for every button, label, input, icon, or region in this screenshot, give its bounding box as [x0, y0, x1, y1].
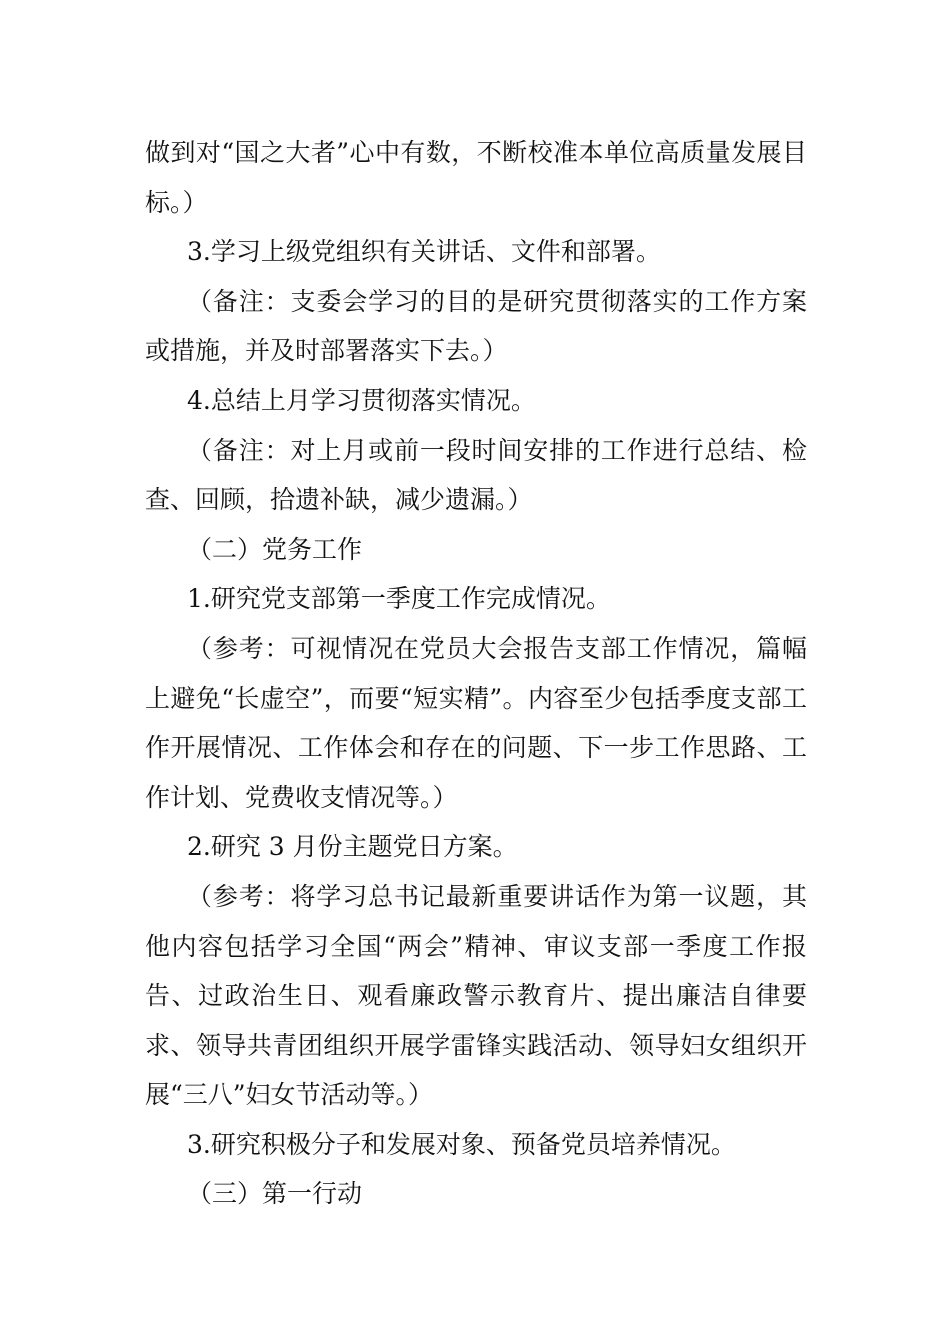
item-3-activists-cultivation: 3.研究积极分子和发展对象、预备党员培养情况。: [187, 1129, 736, 1159]
item-3-study-higher-party-org: 3.学习上级党组织有关讲话、文件和部署。: [187, 237, 661, 267]
reference-quarter-report: （参考：可视情况在党员大会报告支部工作情况，篇幅上避免“长虚空”，而要“短实精”。内容至少包括季度支部工作开展情况、工作体会和存在的问题、下一步工作思路、工作计划、党费收支情况等。）: [145, 633, 807, 812]
section-heading-first-action: （三）第一行动: [187, 1179, 363, 1209]
reference-theme-day-content: （参考：将学习总书记最新重要讲话作为第一议题，其他内容包括学习全国“两会”精神、审议支部一季度工作报告、过政治生日、观看廉政警示教育片、提出廉洁自律要求、领导共青团组织开展学雷锋实践活动、领导妇女组织开展“三八”妇女节活动等。）: [145, 881, 807, 1110]
note-committee-study-purpose: （备注：支委会学习的目的是研究贯彻落实的工作方案或措施，并及时部署落实下去。）: [145, 286, 807, 366]
note-summary-review: （备注：对上月或前一段时间安排的工作进行总结、检查、回顾，拾遗补缺，减少遗漏。）: [145, 435, 807, 515]
item-2-march-theme-day: 2.研究 3 月份主题党日方案。: [187, 832, 518, 862]
item-1-first-quarter-review: 1.研究党支部第一季度工作完成情况。: [187, 584, 611, 614]
section-heading-party-affairs: （二）党务工作: [187, 534, 363, 564]
item-4-summarize-last-month: 4.总结上月学习贯彻落实情况。: [187, 385, 536, 415]
document-body: [145, 128, 807, 1219]
paragraph-continuation: 做到对“国之大者”心中有数，不断校准本单位高质量发展目标。）: [145, 138, 807, 217]
